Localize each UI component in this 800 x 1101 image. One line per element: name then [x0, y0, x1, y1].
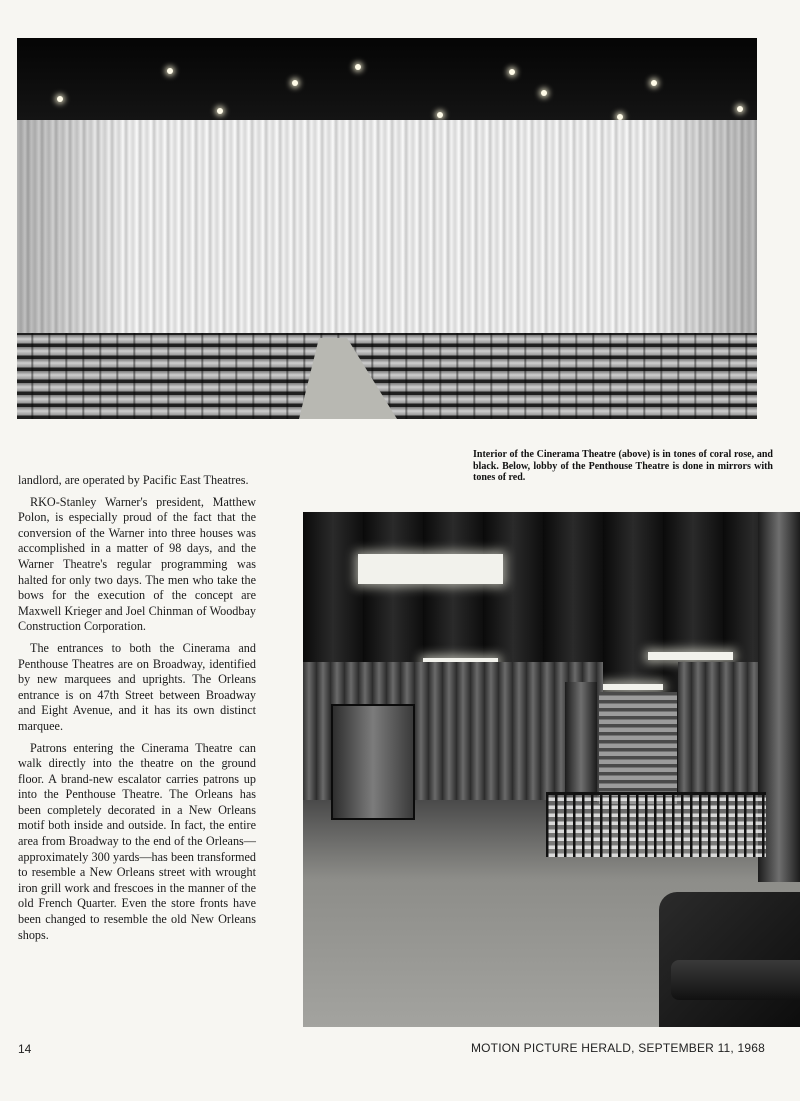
ceiling-light	[217, 108, 223, 114]
ceiling-light	[737, 106, 743, 112]
mirrored-counter	[331, 704, 415, 820]
ceiling-light	[292, 80, 298, 86]
ceiling-light	[541, 90, 547, 96]
cinerama-interior-photo	[17, 38, 757, 419]
article-paragraph: landlord, are operated by Pacific East Theatres.	[18, 473, 249, 487]
ceiling	[17, 38, 757, 120]
article-paragraph: RKO-Stanley Warner's president, Matthew Polon, is especially proud of the fact that the conversion of the Warner into three houses was accomplished in a matter of 98 days, and the Warner Theatre's regular programming was halted for only two days. The men who take the bows for the execution of the concept are Maxwell Krieger and Joel Chinman of Woodbay Construction Corporation.	[18, 494, 256, 634]
ceiling-light-panel	[648, 652, 733, 660]
ceiling-light	[509, 69, 515, 75]
ceiling-light	[437, 112, 443, 118]
article-paragraph: The entrances to both the Cinerama and Penthouse Theatres are on Broadway, identified by new marquees and uprights. The Orleans entrance is on 47th Street between Broadway and Eight Avenue, and it has its own distinct marquee.	[18, 640, 256, 733]
ceiling-light-panel	[358, 554, 503, 584]
article-paragraph: Patrons entering the Cinerama Theatre can walk directly into the theatre on the ground floor. A brand-new escalator carries patrons up into the Penthouse Theatre. The Orleans has been completely decorated in a New Orleans motif both inside and outside. In fact, the entire area from Broadway to the end of the Orleans—approximately 300 yards—has been transformed to resemble a New Orleans street with wrought iron grill work and frescoes in the manner of the old French Quarter. Even the store fronts have been changed to resemble the old New Orleans shops.	[18, 740, 256, 942]
running-footer: MOTION PICTURE HERALD, SEPTEMBER 11, 1968	[470, 1041, 765, 1055]
sofa-cushion	[671, 960, 800, 1000]
page-number: 14	[18, 1042, 32, 1056]
curtain-shadow	[17, 120, 757, 350]
wrought-iron-railing	[546, 792, 766, 857]
ceiling-light-panel	[603, 684, 663, 690]
staircase	[599, 692, 677, 804]
photo-caption: Interior of the Cinerama Theatre (above) is in tones of coral rose, and black. Below, lobby of the Penthouse Theatre is done in mirrors with tones of red.	[473, 449, 773, 483]
ceiling-light	[651, 80, 657, 86]
article-column	[18, 473, 256, 949]
ceiling-light	[167, 68, 173, 74]
ceiling-light	[57, 96, 63, 102]
ceiling-light	[355, 64, 361, 70]
mirrored-column	[565, 682, 597, 802]
penthouse-lobby-photo	[303, 512, 800, 1027]
center-aisle	[299, 338, 397, 419]
